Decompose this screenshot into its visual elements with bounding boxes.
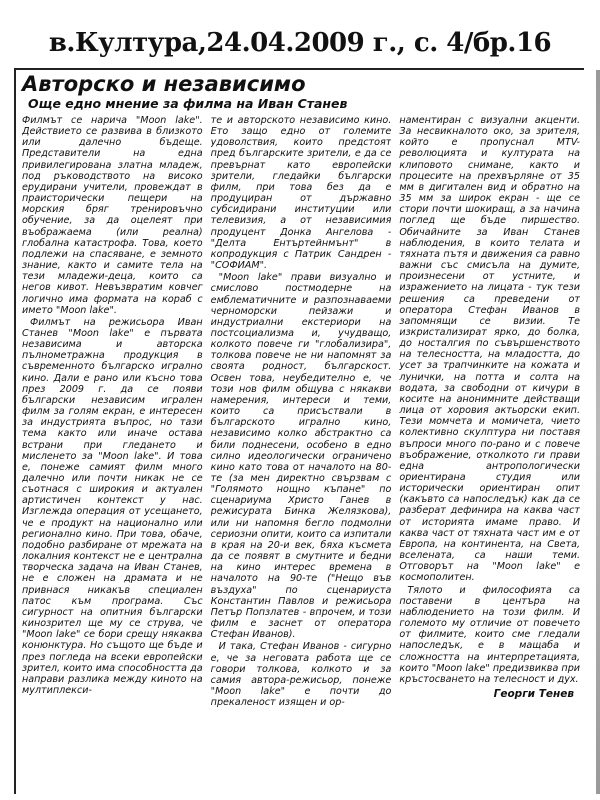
paragraph: наментиран с визуални акценти. За несвикналото око, за зрителя, който е пропуснал MTV-революцията и културата на клиповото снимане, както и процесите на прехвърляне от 35 мм в дигитален вид и обратно на 35 мм за широк екран - ще се стори почти шокиращ, а за начина поглед ще бъде пиршество. Обичайните за Иван Станев наблюдения, в които телата и тяхната пътя и движения са равно важни със смисъла на думите, произнесени от устните, и изражението на лицата - тук тези решения са преведени от оператора Стефан Иванов в запомнящи се визии. Те изкристализират ярко, до болка, до носталгия по съвършенството на телесността, на младостта, до усет за трапчинките на кожата и лунички, на потта и солта на водата, за свободни от кичури в косите на анонимните действащи лица от хоровия актьорски екип. Тези момчета и момичета, чието колективно скулптура ни поставя въпроси много по-рано и с повече въображение, отколкото ги прави една антропологически ориентирана студия или исторически ориентиран опит (какъвто са напоследък) как да се разберат дефинира на каква част от историята имаме право. И каква част от тяхната част им е от Европа, на континента, на Света, вселената, са наши теми. Отговорът на "Moon lake" е космополитен. bbox=[399, 115, 581, 584]
author-signature: Георги Тенев bbox=[493, 687, 575, 700]
newspaper-header: в.Култура,24.04.2009 г., с. 4/бр.16 bbox=[48, 28, 552, 58]
article-columns bbox=[16, 115, 584, 780]
paragraph: "Moon lake" прави визуално и смислово постмодерне на емблематичните и разпознаваеми черноморски пейзажи и индустриални екстериори на постсоциализма и, учудващо, колкото повече ги "глобализира", толкова повече не ни напомнят за своята родност, българскост. Освен това, неубедително е, че този нов филм общува с някакви намерения, интереси и теми, които са присъствали в българското игрално кино, независимо колко абстрактно са били поднесени, особено в едно силно идеологически ограничено кино като това от началото на 80-те (за мен директно свързвам с "Голямото нощно къпане" по сценариума Христо Ганев в режисурата Бинка Желязкова), или ни напомня бегло подмолни сериозни опити, които са изпитали в края на 20-и век, бяха късмета да се появят в смутните и бедни на кино интерес времена в началото на 90-те ("Нещо във въздуха" по сценариуста Константин Павлов и режисьора Петър Попзлатев - впрочем, и този филм е заснет от оператора Стефан Иванов). bbox=[210, 272, 392, 641]
article-subtitle: Още едно мнение за филма на Иван Станев bbox=[28, 96, 348, 111]
paragraph: Филмът на режисьора Иван Станев "Moon lake" е първата независима и авторска пълнометражна продукция в съвременното българско игрално кино. Дали е рано или късно това през 2009 г. да се появи български независим игрален филм за голям екран, е интересен за индустрията въпрос, но тази тема както или иначе остава встрани при гледането и мисленето за "Moon lake". И това е, понеже самият филм много далечно или почти никак не се съотнася с широкия и актуален артистичен контекст у нас. Изглежда операция от усещането, че е продукт на национално или регионално кино. При това, обаче, подобно разбиране от мрежата на локалния контекст не е централна творческа задача на Иван Станев, не е сложен на драмата и не привнася никакъв специален патос към програма. Със сигурност на опитния български кинозрител ще му се струва, че "Moon lake" се бори срещу някаква конюнктура. Но същото ще бъде и през погледа на всеки европейски зрител, които има способността да направи разлика между киното на мултиплекси- bbox=[22, 316, 203, 696]
article bbox=[14, 68, 584, 794]
scan-edge-shadow bbox=[596, 70, 600, 794]
article-title: Авторско и независимо bbox=[22, 72, 306, 96]
column-1 bbox=[22, 115, 203, 780]
paragraph: И така, Стефан Иванов - сигурно е, че за неговата работа ще се говори толкова, колкото и за самия автора-режисьор, понеже "Moon lake" е почти до прекаленост изящен и ор- bbox=[210, 641, 392, 709]
paragraph: те и авторското независимо кино. Ето защо едно от големите удоволствия, които предстоят пред българските зрители, е да се превърнат като европейски зрители, гледайки български филм, при това без да е продуциран от държавно субсидирани институции или телевизия, а от независимия продуцент Донка Ангелова - "Делта Ентъртейнмънт" в копродукция с Патрик Сандрен - "СОФИАМ". bbox=[210, 115, 392, 272]
paragraph: Тялото и философията са поставени в центъра на наблюдението на този филм. И големото му отличие от повечето от филмите, които сме гледали напоследък, е в мащаба и сложността на интерпретацията, които "Moon lake" предизвиква при кръстосването на телесност и дух. bbox=[399, 584, 581, 685]
column-2 bbox=[211, 115, 392, 780]
paragraph: Филмът се нарича "Moon lake". Действието се развива в близкото или далечно бъдеще. Представители на една привилегирована златна младеж, под ръководството на високо ерудирани учители, провеждат в праисторически пещери на морския бряг тренировъчно обучение, за да оцелеят при въображаема (или реална) глобална катастрофа. Това, което подлежи на спасяване, е земното знание, както и самите тела на тези младежи-деца, които са негов кивот. Невъзвратим ковчег логично има формата на кораб с името "Moon lake". bbox=[22, 115, 203, 316]
column-3 bbox=[399, 115, 580, 780]
